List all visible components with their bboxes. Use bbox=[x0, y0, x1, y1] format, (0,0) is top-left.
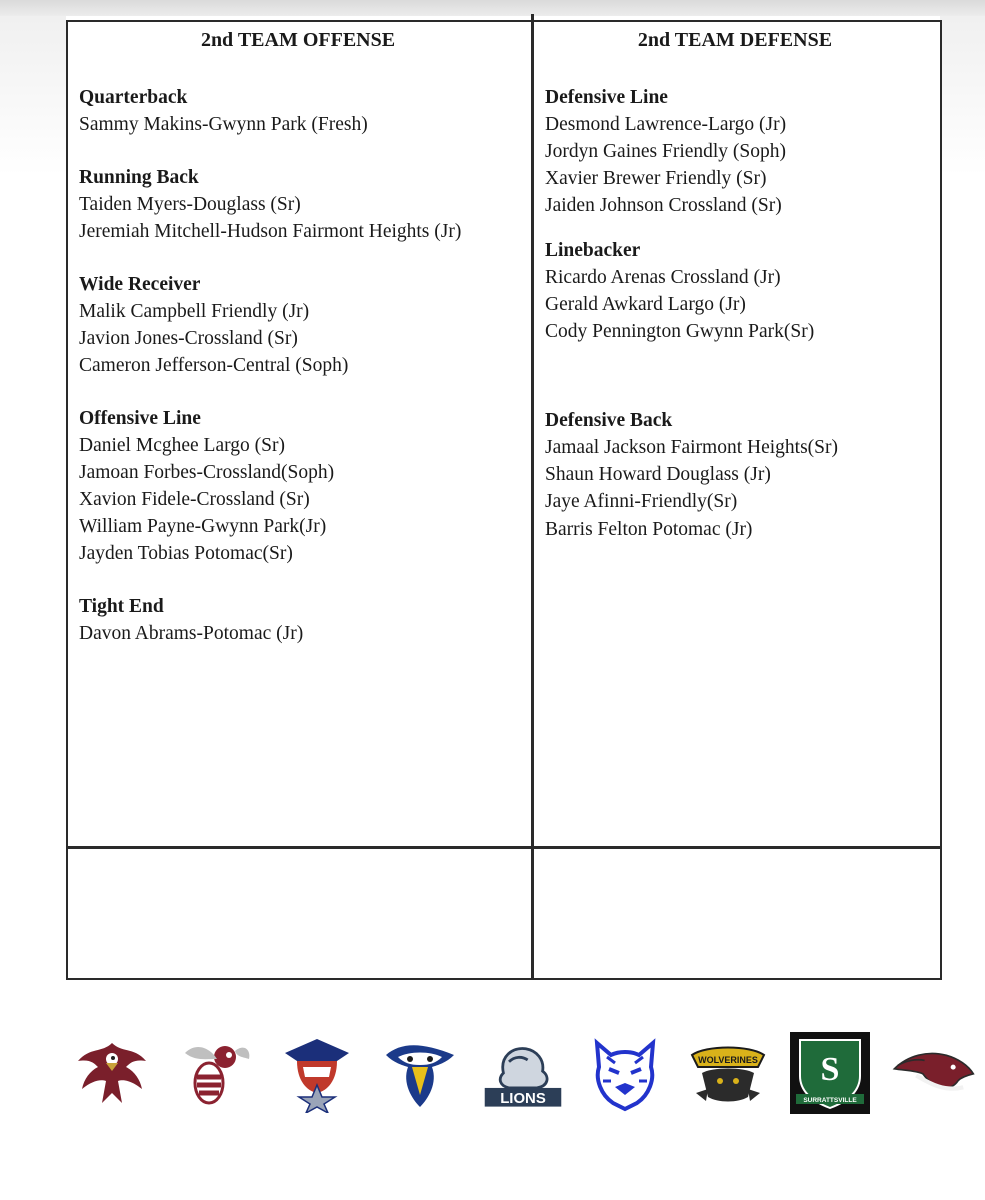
offense-column bbox=[79, 26, 529, 673]
position-heading: Wide Receiver bbox=[79, 274, 201, 295]
svg-text:SURRATTSVILLE: SURRATTSVILLE bbox=[803, 1097, 858, 1104]
position-heading: Linebacker bbox=[545, 240, 641, 261]
svg-text:S: S bbox=[820, 1051, 840, 1088]
position-heading: Defensive Line bbox=[545, 87, 668, 108]
column-divider bbox=[531, 14, 534, 980]
top-bar bbox=[0, 0, 985, 16]
defense-column bbox=[545, 26, 935, 571]
patriot-icon bbox=[275, 1030, 359, 1116]
player-entry: Gerald Awkard Largo (Jr) bbox=[545, 294, 746, 315]
eagle-icon bbox=[70, 1030, 154, 1116]
player-entry: Jeremiah Mitchell-Hudson Fairmont Heights (Jr) bbox=[79, 221, 462, 242]
player-entry: Cameron Jefferson-Central (Soph) bbox=[79, 355, 349, 376]
position-heading: Offensive Line bbox=[79, 408, 201, 429]
player-entry: Jamaal Jackson Fairmont Heights(Sr) bbox=[545, 437, 838, 458]
right-shadow bbox=[940, 16, 985, 176]
player-entry: Jamoan Forbes-Crossland(Soph) bbox=[79, 462, 335, 483]
player-entry: Xavier Brewer Friendly (Sr) bbox=[545, 168, 767, 189]
player-entry: Malik Campbell Friendly (Jr) bbox=[79, 301, 310, 322]
position-group-defensive-line bbox=[545, 84, 935, 219]
lion-icon bbox=[481, 1030, 565, 1116]
svg-text:LIONS: LIONS bbox=[499, 1089, 546, 1107]
wolverine-icon bbox=[686, 1030, 770, 1116]
player-entry: Ricardo Arenas Crossland (Jr) bbox=[545, 267, 781, 288]
player-entry: Jaiden Johnson Crossland (Sr) bbox=[545, 195, 782, 216]
player-entry: Xavion Fidele-Crossland (Sr) bbox=[79, 489, 310, 510]
player-entry: Cody Pennington Gwynn Park(Sr) bbox=[545, 321, 815, 342]
player-entry: Jordyn Gaines Friendly (Soph) bbox=[545, 141, 787, 162]
svg-text:WOLVERINES: WOLVERINES bbox=[697, 1055, 758, 1065]
shield-s-icon bbox=[788, 1030, 872, 1116]
player-entry: William Payne-Gwynn Park(Jr) bbox=[79, 516, 327, 537]
position-group-defensive-back bbox=[545, 407, 935, 545]
player-entry: Davon Abrams-Potomac (Jr) bbox=[79, 623, 304, 644]
position-heading: Tight End bbox=[79, 596, 164, 617]
position-group-offensive-line bbox=[79, 405, 529, 567]
position-group-wide-receiver bbox=[79, 271, 529, 379]
player-entry: Taiden Myers-Douglass (Sr) bbox=[79, 194, 301, 215]
row-divider bbox=[66, 846, 942, 849]
position-heading: Defensive Back bbox=[545, 410, 673, 431]
player-entry: Barris Felton Potomac (Jr) bbox=[545, 519, 753, 540]
eagle-head-icon bbox=[378, 1030, 462, 1116]
position-group-tight-end bbox=[79, 593, 529, 647]
hornet-icon bbox=[173, 1030, 257, 1116]
position-group-running-back bbox=[79, 164, 529, 245]
left-shadow bbox=[0, 16, 66, 176]
position-heading: Running Back bbox=[79, 167, 199, 188]
player-entry: Sammy Makins-Gwynn Park (Fresh) bbox=[79, 114, 368, 135]
offense-title: 2nd TEAM OFFENSE bbox=[200, 29, 396, 51]
defense-title: 2nd TEAM DEFENSE bbox=[637, 29, 833, 51]
position-group-linebacker bbox=[545, 237, 935, 345]
player-entry: Shaun Howard Douglass (Jr) bbox=[545, 464, 771, 485]
position-group-quarterback bbox=[79, 84, 529, 138]
player-entry: Desmond Lawrence-Largo (Jr) bbox=[545, 114, 787, 135]
player-entry: Jaye Afinni-Friendly(Sr) bbox=[545, 491, 738, 512]
position-heading: Quarterback bbox=[79, 87, 188, 108]
school-logos-row bbox=[70, 1028, 975, 1118]
player-entry: Javion Jones-Crossland (Sr) bbox=[79, 328, 298, 349]
table-top-border bbox=[66, 20, 942, 22]
player-entry: Daniel Mcghee Largo (Sr) bbox=[79, 435, 285, 456]
bronco-icon bbox=[891, 1030, 975, 1116]
player-entry: Jayden Tobias Potomac(Sr) bbox=[79, 543, 293, 564]
wildcat-icon bbox=[583, 1030, 667, 1116]
